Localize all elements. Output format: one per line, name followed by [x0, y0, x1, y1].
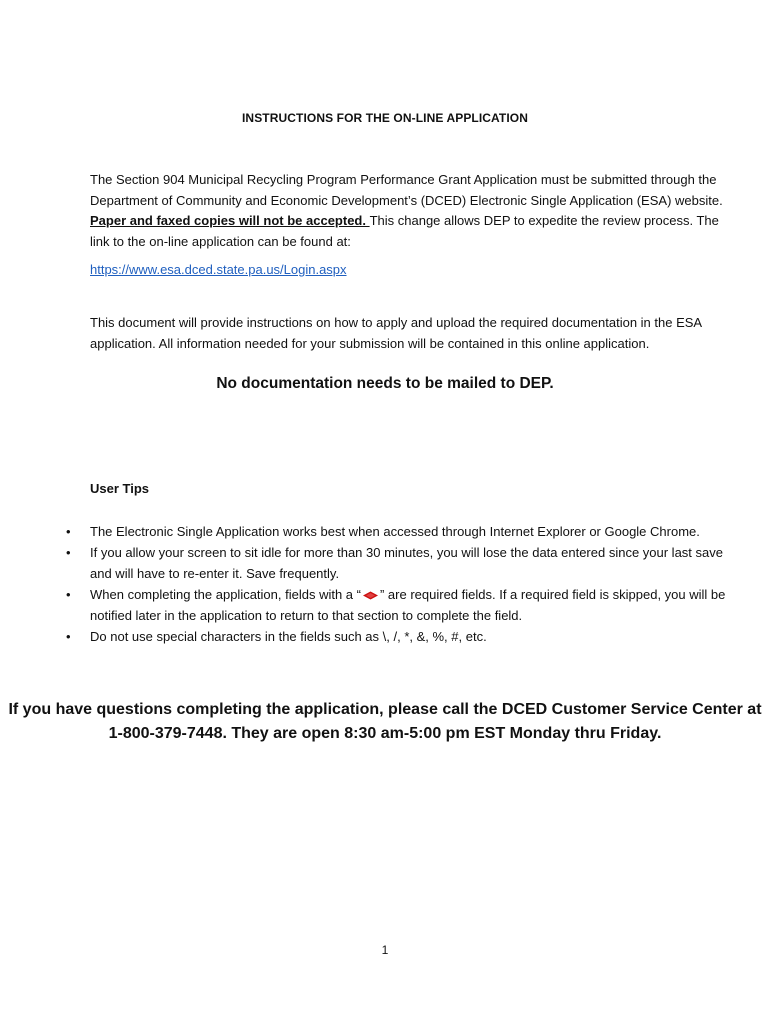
tip-text: If you allow your screen to sit idle for more than 30 minutes, you will lose the data entered since your last save and will have to re-enter it. Save frequently. [90, 545, 723, 581]
bullet: • [66, 629, 71, 644]
list-item [0, 584, 740, 626]
tip-text-end: ” are required fields. If a required field is skipped, you will be notified later in the application to return to that section to complete the field. [90, 587, 726, 623]
user-tips-heading: User Tips [90, 481, 150, 496]
intro-text-end: This change allows DEP to expedite the review process. The link to the on-line application can be found at: [90, 213, 719, 249]
tip-text: The Electronic Single Application works best when accessed through Internet Explorer or Google Chrome. [90, 524, 700, 539]
intro-emphasis: Paper and faxed copies will not be accepted. [90, 213, 370, 228]
page-title: INSTRUCTIONS FOR THE ON-LINE APPLICATION [242, 111, 528, 125]
user-tips-list [0, 521, 740, 647]
tip-text-start: When completing the application, fields with a “ [90, 587, 361, 602]
bullet: • [66, 545, 71, 560]
list-item [0, 626, 740, 647]
page-number: 1 [381, 943, 389, 957]
bullet: • [66, 587, 71, 602]
contact-info: If you have questions completing the application, please call the DCED Customer Service Center at 1-800-379-7448. They are open 8:30 am-5:00 pm EST Monday thru Friday. [8, 701, 762, 742]
overview-paragraph: This document will provide instructions on how to apply and upload the required documentation in the ESA application. All information needed for your submission will be contained in this online application. [90, 315, 702, 351]
esa-login-link[interactable]: https://www.esa.dced.state.pa.us/Login.aspx [90, 262, 347, 277]
list-item [0, 521, 740, 542]
bullet: • [66, 524, 71, 539]
list-item [0, 542, 740, 584]
mailing-callout: No documentation needs to be mailed to DEP. [216, 375, 554, 392]
intro-text-start: The Section 904 Municipal Recycling Program Performance Grant Application must be submitted through the Department of Community and Economic Development’s (DCED) Electronic Single Application (ESA) website. [90, 172, 723, 208]
intro-paragraph [90, 170, 735, 252]
tip-text: Do not use special characters in the fields such as \, /, *, &, %, #, etc. [90, 629, 487, 644]
required-field-icon [362, 591, 379, 600]
